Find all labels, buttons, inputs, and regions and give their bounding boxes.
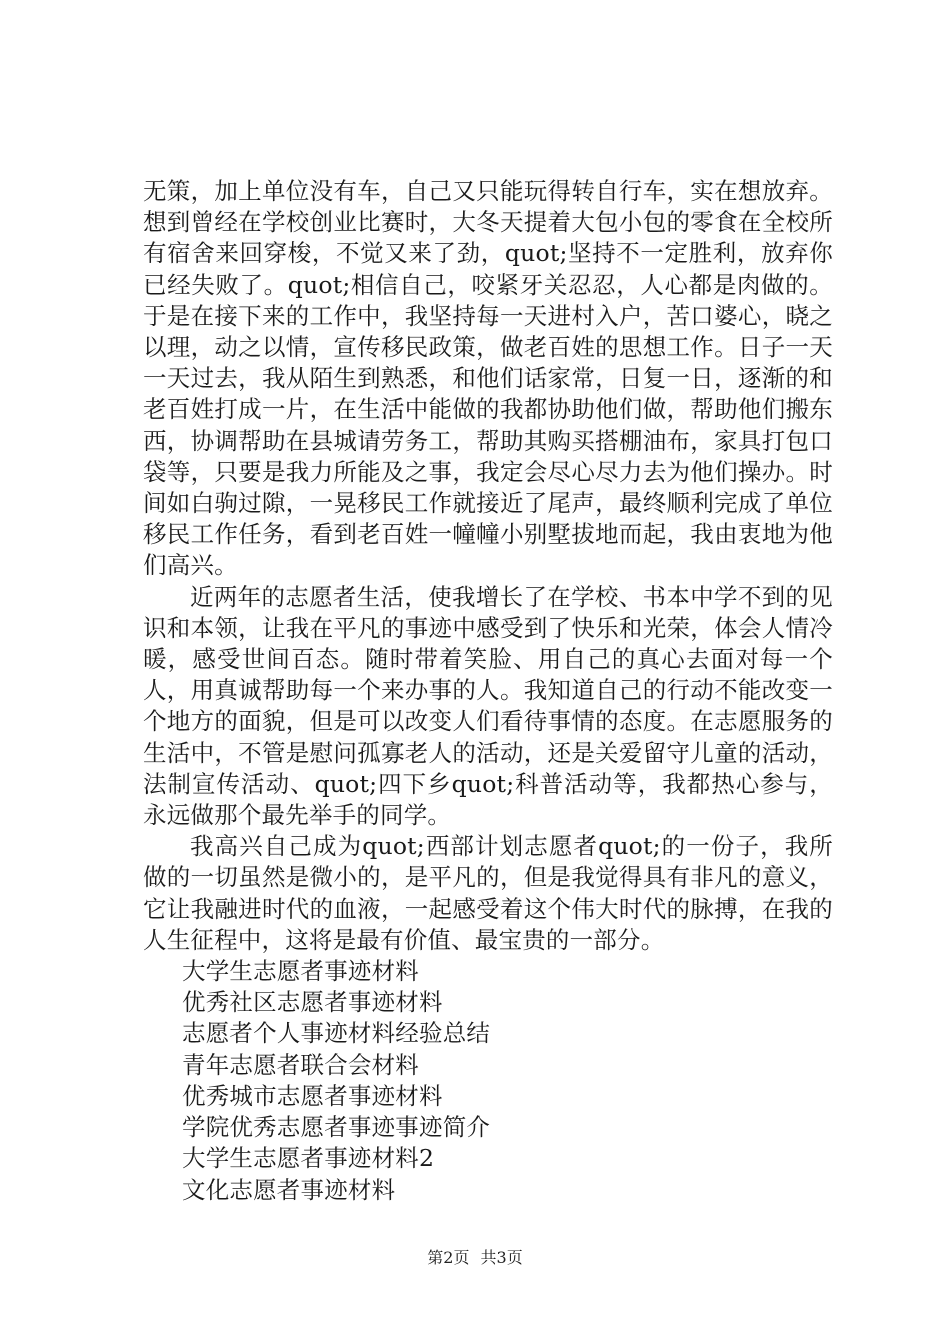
related-link[interactable]: 优秀社区志愿者事迹材料: [182, 988, 443, 1017]
paragraph: 我高兴自己成为quot;西部计划志愿者quot;的一份子，我所做的一切虽然是微小的，是平凡的，但是我觉得具有非凡的意义，它让我融进时代的血液，一起感受着这个伟大时代的脉搏，在我的人生征程中，这将是最有价值、最宝贵的一部分。: [143, 832, 833, 954]
related-link[interactable]: 文化志愿者事迹材料: [182, 1175, 396, 1204]
related-links-list: [143, 956, 833, 1206]
related-link[interactable]: 优秀城市志愿者事迹材料: [182, 1081, 443, 1110]
related-link[interactable]: 青年志愿者联合会材料: [182, 1050, 419, 1079]
page-number: 第2页: [427, 1248, 470, 1267]
document-body: [143, 176, 833, 1206]
paragraph: 近两年的志愿者生活，使我增长了在学校、书本中学不到的见识和本领，让我在平凡的事迹中感受到了快乐和光荣，体会人情冷暖，感受世间百态。随时带着笑脸、用自己的真心去面对每一个人，用真诚帮助每一个来办事的人。我知道自己的行动不能改变一个地方的面貌，但是可以改变人们看待事情的态度。在志愿服务的生活中，不管是慰问孤寡老人的活动，还是关爱留守儿童的活动，法制宣传活动、quot;四下乡quot;科普活动等，我都热心参与，永远做那个最先举手的同学。: [143, 582, 833, 830]
page-footer: [0, 1245, 950, 1268]
related-link[interactable]: 大学生志愿者事迹材料: [182, 957, 419, 986]
related-link[interactable]: 志愿者个人事迹材料经验总结: [182, 1019, 491, 1048]
related-link[interactable]: 大学生志愿者事迹材料2: [182, 1144, 435, 1173]
page-total: 共3页: [480, 1248, 523, 1267]
paragraph-continued: 无策，加上单位没有车，自己又只能玩得转自行车，实在想放弃。想到曾经在学校创业比赛时，大冬天提着大包小包的零食在全校所有宿舍来回穿梭，不觉又来了劲，quot;坚持不一定胜利，放弃你已经失败了。quot;相信自己，咬紧牙关忍忍，人心都是肉做的。于是在接下来的工作中，我坚持每一天进村入户，苦口婆心，晓之以理，动之以情，宣传移民政策，做老百姓的思想工作。日子一天一天过去，我从陌生到熟悉，和他们话家常，日复一日，逐渐的和老百姓打成一片，在生活中能做的我都协助他们做，帮助他们搬东西，协调帮助在县城请劳务工，帮助其购买搭棚油布，家具打包口袋等，只要是我力所能及之事，我定会尽心尽力去为他们操办。时间如白驹过隙，一晃移民工作就接近了尾声，最终顺利完成了单位移民工作任务，看到老百姓一幢幢小别墅拔地而起，我由衷地为他们高兴。: [143, 177, 833, 580]
related-link[interactable]: 学院优秀志愿者事迹事迹简介: [182, 1113, 491, 1142]
